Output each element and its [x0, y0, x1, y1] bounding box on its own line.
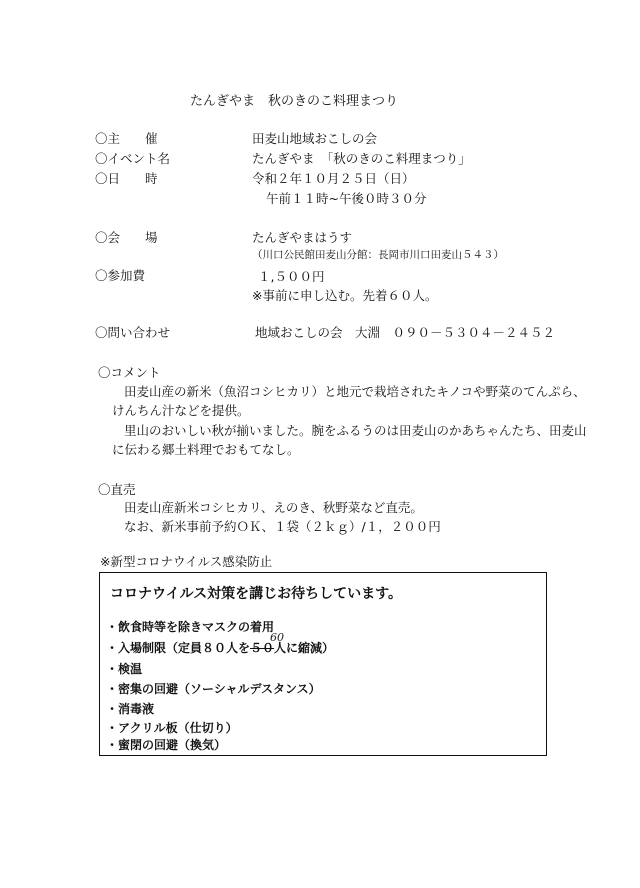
- measure-item-2-suffix: 人に縮減）: [274, 641, 335, 655]
- organizer-value: 田麦山地域おこしの会: [252, 131, 378, 146]
- measure-item-6: ・アクリル板（仕切り）: [106, 721, 238, 735]
- contact-value: 地域おこしの会 大淵 ０９０－５３０４－２４５２: [255, 325, 556, 340]
- fee-note: ※事前に申し込む。先着６０人。: [252, 288, 438, 303]
- venue-detail: （川口公民館田麦山分館：長岡市川口田麦山５４３）: [252, 249, 504, 261]
- comment-heading: 〇コメント: [98, 365, 161, 380]
- measure-item-4: ・密集の回避（ソーシャルデスタンス）: [106, 682, 321, 696]
- direct-sale-line-2: なお、新米事前予約ＯＫ、１袋（２ｋｇ）/１，２００円: [124, 519, 441, 534]
- measure-item-5: ・消毒液: [106, 702, 155, 716]
- venue-label: 〇会 場: [95, 230, 158, 245]
- measure-item-1: ・飲食時等を除きマスクの着用: [106, 620, 275, 634]
- comment-line-1: 田麦山産の新米（魚沼コシヒカリ）と地元で栽培されたキノコや野菜のてんぷら、: [124, 384, 586, 399]
- measure-item-3: ・検温: [106, 662, 143, 676]
- fee-label: 〇参加費: [95, 268, 146, 283]
- comment-line-4: に伝わる郷土料理でおもてなし。: [112, 442, 300, 457]
- struck-capacity: ５０: [250, 641, 275, 655]
- contact-label: 〇問い合わせ: [95, 325, 171, 340]
- comment-line-3: 里山のおいしい秋が揃いました。腕をふるうのは田麦山のかあちゃんたち、田麦山: [124, 423, 587, 438]
- covid-heading: ※新型コロナウイルス感染防止: [100, 554, 273, 569]
- measure-item-2: [106, 642, 334, 654]
- measure-item-7: ・蜜閉の回避（換気）: [106, 738, 227, 752]
- time-value: 午前１１時~午後０時３０分: [266, 191, 427, 206]
- organizer-label: 〇主 催: [95, 131, 158, 146]
- handwritten-correction: 60: [270, 631, 284, 644]
- covid-measures-box: [99, 572, 547, 756]
- covid-box-title: コロナウイルス対策を講じお待ちしています。: [110, 586, 403, 602]
- date-value: 令和２年１０月２５日（日）: [252, 171, 415, 186]
- event-label: 〇イベント名: [95, 151, 171, 166]
- direct-sale-heading: 〇直売: [98, 482, 136, 497]
- venue-value: たんぎやまはうす: [252, 230, 353, 245]
- event-value: たんぎやま 「秋のきのこ料理まつり」: [252, 151, 471, 166]
- measure-item-2-prefix: ・入場制限（定員８０人を: [106, 641, 251, 655]
- fee-value: １,５００円: [258, 269, 325, 284]
- page-title: たんぎやま 秋のきのこ料理まつり: [190, 94, 399, 109]
- datetime-label: 〇日 時: [95, 171, 158, 186]
- comment-line-2: けんちん汁などを提供。: [112, 403, 250, 418]
- direct-sale-line-1: 田麦山産新米コシヒカリ、えのき、秋野菜など直売。: [124, 500, 423, 515]
